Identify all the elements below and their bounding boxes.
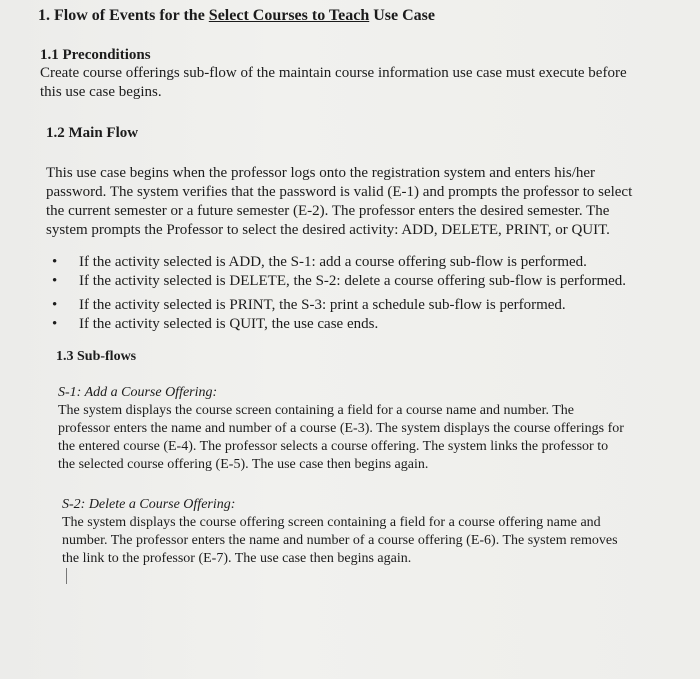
bullet-icon: •	[52, 273, 58, 289]
bullet-icon: •	[52, 254, 58, 270]
list-item	[52, 296, 659, 315]
text-cursor	[66, 568, 67, 584]
sub-flow-label: S-2: Delete a Course Offering:	[62, 497, 236, 512]
sub-flow-body: The system displays the course offering screen containing a field for a course offering name and number. The professor enters the name and number of a course offering (E-6). The system removes the link to the professor (E-7). The use case then begins again.	[62, 515, 618, 566]
list-item-text: If the activity selected is DELETE, the S-2: delete a course offering sub-flow is performed.	[79, 273, 627, 289]
list-item-text: If the activity selected is PRINT, the S-3: print a schedule sub-flow is performed.	[79, 297, 566, 313]
sub-flow-add-course-offering	[58, 384, 628, 474]
document-title	[38, 6, 680, 26]
list-item	[52, 253, 659, 272]
list-item	[52, 272, 659, 291]
title-use-case-name: Select Courses to Teach	[208, 7, 370, 24]
activity-list	[40, 253, 680, 334]
sub-flow-text: The system displays the course screen containing a field for a course name and number. The professor enters the name and number of a course (E-3). The system displays the course offerings for the entered course (E-4). The professor selects a course offering. The system links the professor to the selected course offering (E-5). The use case then begins again.	[58, 403, 624, 472]
sub-flow-text	[62, 514, 632, 586]
title-prefix: 1. Flow of Events for the	[38, 7, 209, 24]
main-flow-heading: 1.2 Main Flow	[46, 125, 139, 141]
sub-flow-delete-course-offering	[62, 496, 632, 586]
bullet-icon: •	[52, 316, 58, 332]
preconditions-text: Create course offerings sub-flow of the maintain course information use case must execute before this use case begins.	[40, 65, 627, 100]
list-item-text: If the activity selected is ADD, the S-1: add a course offering sub-flow is performed.	[79, 254, 587, 270]
sub-flow-label: S-1: Add a Course Offering:	[58, 385, 218, 400]
sub-flows-heading: 1.3 Sub-flows	[56, 349, 137, 364]
main-flow-text: This use case begins when the professor logs onto the registration system and enters his/her password. The system verifies that the password is valid (E-1) and prompts the professor to select the current semester or a future semester (E-2). The professor enters the desired semester. The system prompts the Professor to select the desired activity: ADD, DELETE, PRINT, or QUIT.	[46, 165, 633, 238]
title-suffix: Use Case	[369, 7, 435, 24]
preconditions-heading: 1.1 Preconditions	[40, 47, 151, 63]
bullet-icon: •	[52, 297, 58, 313]
list-item	[52, 315, 659, 334]
list-item-text: If the activity selected is QUIT, the use case ends.	[79, 316, 379, 332]
